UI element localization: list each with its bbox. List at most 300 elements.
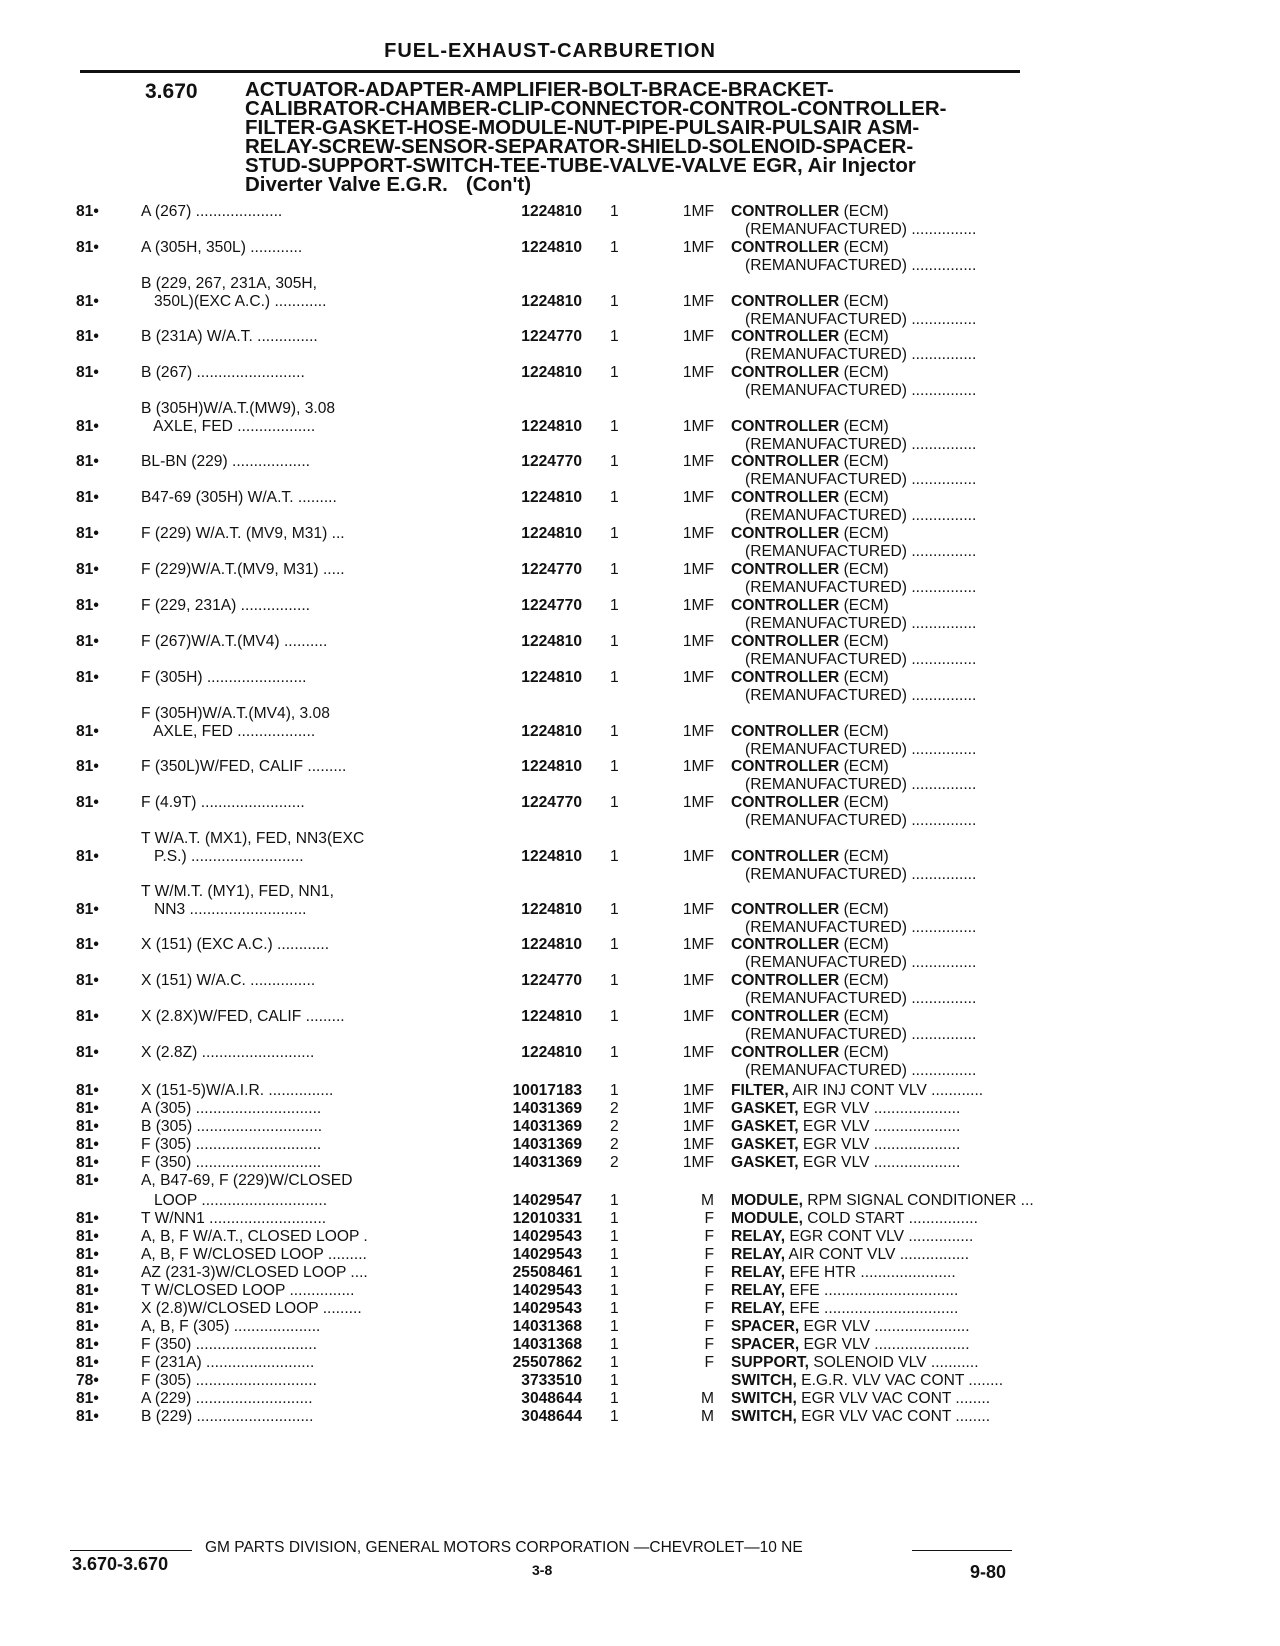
part-name-detail: EGR VLV ...................... (799, 1318, 970, 1335)
source-code: 1MF (682, 364, 714, 381)
part-name-detail: (ECM) (839, 597, 889, 614)
model-description-cont: AXLE, FED .................. (141, 418, 316, 435)
part-number: 1224810 (521, 489, 582, 506)
part-name-cont: (REMANUFACTURED) ............... (745, 1062, 977, 1079)
section-number: 3.670 (145, 80, 198, 103)
part-row (76, 1154, 1036, 1172)
part-row (76, 1246, 1036, 1264)
part-name-detail: (ECM) (839, 364, 889, 381)
source-code: 1MF (682, 1118, 714, 1135)
part-name-bold: CONTROLLER (731, 328, 840, 345)
part-number: 1224810 (521, 293, 582, 310)
model-description: T W/A.T. (MX1), FED, NN3(EXC (141, 830, 365, 847)
quantity: 2 (610, 1136, 619, 1153)
part-row (76, 669, 1036, 705)
part-number: 1224810 (521, 936, 582, 953)
part-row (76, 1228, 1036, 1246)
part-number: 1224810 (521, 1044, 582, 1061)
part-name-bold: CONTROLLER (731, 364, 840, 381)
part-name-bold: CONTROLLER (731, 794, 840, 811)
quantity: 1 (610, 1318, 619, 1335)
part-name (731, 669, 889, 687)
part-number: 25508461 (512, 1264, 582, 1281)
part-name-cont: (REMANUFACTURED) ............... (745, 471, 977, 488)
source-code: 1MF (682, 633, 714, 650)
model-description: X (2.8X)W/FED, CALIF ......... (141, 1008, 345, 1025)
model-description: B (305) ............................. (141, 1118, 323, 1135)
part-name-cont: (REMANUFACTURED) ............... (745, 311, 977, 328)
quantity: 1 (610, 633, 619, 650)
section-title-line: RELAY-SCREW-SENSOR-SEPARATOR-SHIELD-SOLENOID-SPACER- (245, 135, 914, 158)
source-code: F (704, 1246, 714, 1263)
group-code: 81• (76, 1100, 99, 1117)
part-name (731, 936, 889, 954)
part-row (76, 1390, 1036, 1408)
model-description: A (305) ............................. (141, 1100, 322, 1117)
part-name-bold: GASKET, (731, 1118, 799, 1135)
model-description: T W/M.T. (MY1), FED, NN1, (141, 883, 334, 900)
source-code: M (701, 1390, 714, 1407)
group-code: 81• (76, 1044, 99, 1061)
model-description: B (229, 267, 231A, 305H, (141, 275, 317, 292)
source-code: M (701, 1192, 714, 1209)
part-row (76, 328, 1036, 364)
part-name-detail: (ECM) (839, 525, 889, 542)
part-number: 1224810 (521, 239, 582, 256)
part-row (76, 1100, 1036, 1118)
part-name-detail: EGR VLV ...................... (799, 1336, 970, 1353)
part-name (731, 203, 889, 221)
source-code: 1MF (682, 418, 714, 435)
part-name (731, 1118, 960, 1136)
part-name (731, 1318, 970, 1336)
model-description: B (267) ......................... (141, 364, 305, 381)
source-code: 1MF (682, 1008, 714, 1025)
group-code: 81• (76, 561, 99, 578)
model-description: A, B, F W/CLOSED LOOP ......... (141, 1246, 367, 1263)
part-number: 1224770 (521, 453, 582, 470)
part-name-bold: CONTROLLER (731, 936, 840, 953)
part-name-detail: (ECM) (839, 239, 889, 256)
part-name-detail: (ECM) (839, 453, 889, 470)
part-number: 1224810 (521, 418, 582, 435)
part-name-bold: CONTROLLER (731, 758, 840, 775)
model-description: B47-69 (305H) W/A.T. ......... (141, 489, 337, 506)
page-header-title: FUEL-EXHAUST-CARBURETION (384, 40, 716, 62)
part-name-detail: (ECM) (839, 972, 889, 989)
part-number: 14031369 (512, 1136, 582, 1153)
part-number: 1224810 (521, 525, 582, 542)
part-name (731, 1228, 973, 1246)
part-row (76, 1264, 1036, 1282)
footer-page-number: 3-8 (532, 1562, 553, 1578)
quantity: 1 (610, 364, 619, 381)
part-number: 1224810 (521, 723, 582, 740)
part-number: 1224810 (521, 203, 582, 220)
section-title-line: FILTER-GASKET-HOSE-MODULE-NUT-PIPE-PULSAIR-PULSAIR ASM- (245, 116, 920, 139)
part-name-cont: (REMANUFACTURED) ............... (745, 651, 977, 668)
source-code: 1MF (682, 561, 714, 578)
quantity: 1 (610, 239, 619, 256)
part-name-bold: GASKET, (731, 1136, 799, 1153)
quantity: 1 (610, 328, 619, 345)
part-row (76, 1044, 1036, 1080)
model-description: B (229) ........................... (141, 1408, 314, 1425)
part-number: 14029543 (512, 1228, 582, 1245)
part-name-bold: SUPPORT, (731, 1354, 809, 1371)
group-code: 81• (76, 1228, 99, 1245)
part-number: 1224810 (521, 633, 582, 650)
part-name-cont: (REMANUFACTURED) ............... (745, 615, 977, 632)
quantity: 1 (610, 1372, 619, 1389)
part-row (76, 1336, 1036, 1354)
quantity: 1 (610, 1390, 619, 1407)
source-code: 1MF (682, 1136, 714, 1153)
group-code: 81• (76, 1154, 99, 1171)
part-name (731, 418, 889, 436)
quantity: 1 (610, 972, 619, 989)
part-row (76, 1082, 1036, 1100)
part-name-bold: CONTROLLER (731, 1008, 840, 1025)
part-name-bold: RELAY, (731, 1300, 786, 1317)
part-name-bold: GASKET, (731, 1154, 799, 1171)
quantity: 1 (610, 901, 619, 918)
model-description: AZ (231-3)W/CLOSED LOOP .... (141, 1264, 368, 1281)
part-number: 1224770 (521, 972, 582, 989)
part-row (76, 830, 1036, 883)
part-name (731, 1154, 960, 1172)
section-title-line (245, 173, 531, 196)
model-description: F (267)W/A.T.(MV4) .......... (141, 633, 328, 650)
model-description: A (267) .................... (141, 203, 283, 220)
part-name-cont: (REMANUFACTURED) ............... (745, 382, 977, 399)
source-code: 1MF (682, 453, 714, 470)
source-code: F (704, 1300, 714, 1317)
model-description: F (305H) ....................... (141, 669, 307, 686)
model-description: F (229)W/A.T.(MV9, M31) ..... (141, 561, 345, 578)
source-code: F (704, 1282, 714, 1299)
part-name-detail: (ECM) (839, 758, 889, 775)
part-name-detail: SOLENOID VLV ........... (808, 1354, 979, 1371)
model-description: F (350) ............................ (141, 1336, 317, 1353)
group-code: 81• (76, 418, 99, 435)
model-description: F (305H)W/A.T.(MV4), 3.08 (141, 705, 330, 722)
footer-section-ref: 3.670-3.670 (72, 1554, 169, 1574)
part-name-detail: (ECM) (839, 1044, 889, 1061)
part-name (731, 489, 889, 507)
part-name-detail: (ECM) (839, 293, 889, 310)
source-code: 1MF (682, 1082, 714, 1099)
model-description: F (229) W/A.T. (MV9, M31) ... (141, 525, 345, 542)
part-name (731, 1390, 990, 1408)
group-code: 81• (76, 1136, 99, 1153)
part-number: 14029543 (512, 1246, 582, 1263)
part-name-bold: SWITCH, (731, 1408, 797, 1425)
group-code: 81• (76, 364, 99, 381)
group-code: 81• (76, 328, 99, 345)
source-code: F (704, 1318, 714, 1335)
quantity: 1 (610, 1354, 619, 1371)
part-name (731, 453, 889, 471)
part-row (76, 1118, 1036, 1136)
group-code: 81• (76, 1082, 99, 1099)
part-row (76, 561, 1036, 597)
part-row (76, 758, 1036, 794)
part-name-cont: (REMANUFACTURED) ............... (745, 221, 977, 238)
part-number: 1224770 (521, 561, 582, 578)
part-name-cont: (REMANUFACTURED) ............... (745, 990, 977, 1007)
quantity: 1 (610, 758, 619, 775)
quantity: 1 (610, 1300, 619, 1317)
part-name (731, 758, 889, 776)
footer-date-code: 9-80 (970, 1562, 1007, 1582)
quantity: 1 (610, 293, 619, 310)
group-code: 81• (76, 293, 99, 310)
group-code: 81• (76, 453, 99, 470)
section-title-line: CALIBRATOR-CHAMBER-CLIP-CONNECTOR-CONTROL-CONTROLLER- (245, 97, 947, 120)
part-name-detail: (ECM) (839, 794, 889, 811)
source-code: 1MF (682, 936, 714, 953)
part-name-bold: CONTROLLER (731, 723, 840, 740)
quantity: 1 (610, 1336, 619, 1353)
model-description: F (231A) ......................... (141, 1354, 315, 1371)
part-name-bold: CONTROLLER (731, 901, 840, 918)
quantity: 1 (610, 1210, 619, 1227)
part-name-detail: (ECM) (839, 936, 889, 953)
part-name-detail: EFE HTR ...................... (785, 1264, 956, 1281)
part-name (731, 901, 889, 919)
group-code: 81• (76, 848, 99, 865)
source-code: 1MF (682, 972, 714, 989)
part-name (731, 1354, 979, 1372)
part-name-bold: CONTROLLER (731, 848, 840, 865)
source-code: 1MF (682, 723, 714, 740)
model-description: B (231A) W/A.T. .............. (141, 328, 318, 345)
part-row (76, 1008, 1036, 1044)
model-description: F (350) ............................. (141, 1154, 322, 1171)
model-description-cont: AXLE, FED .................. (141, 723, 316, 740)
part-number: 25507862 (512, 1354, 582, 1371)
model-description: F (229, 231A) ................ (141, 597, 310, 614)
quantity: 1 (610, 418, 619, 435)
part-name-cont: (REMANUFACTURED) ............... (745, 346, 977, 363)
source-code: F (704, 1336, 714, 1353)
quantity: 1 (610, 1264, 619, 1281)
section-title-last: Diverter Valve E.G.R. (245, 173, 448, 196)
part-number: 14029543 (512, 1300, 582, 1317)
part-name-bold: CONTROLLER (731, 561, 840, 578)
model-description: A, B, F W/A.T., CLOSED LOOP . (141, 1228, 368, 1245)
part-row (76, 936, 1036, 972)
part-name-bold: CONTROLLER (731, 597, 840, 614)
source-code: F (704, 1210, 714, 1227)
part-name-bold: CONTROLLER (731, 633, 840, 650)
part-name-bold: CONTROLLER (731, 203, 840, 220)
quantity: 2 (610, 1154, 619, 1171)
section-title (245, 80, 1035, 194)
group-code: 81• (76, 1246, 99, 1263)
part-name-detail: (ECM) (839, 848, 889, 865)
part-number: 1224810 (521, 848, 582, 865)
part-name-cont: (REMANUFACTURED) ............... (745, 687, 977, 704)
part-name-detail: EGR VLV VAC CONT ........ (796, 1408, 991, 1425)
quantity: 1 (610, 669, 619, 686)
part-name (731, 561, 889, 579)
part-name-detail: EGR CONT VLV ............... (785, 1228, 974, 1245)
part-name-bold: CONTROLLER (731, 525, 840, 542)
model-description: X (2.8)W/CLOSED LOOP ......... (141, 1300, 362, 1317)
group-code: 81• (76, 1008, 99, 1025)
part-name (731, 239, 889, 257)
quantity: 1 (610, 1408, 619, 1425)
group-code: 81• (76, 597, 99, 614)
source-code: F (704, 1228, 714, 1245)
quantity: 1 (610, 1082, 619, 1099)
part-number: 1224810 (521, 669, 582, 686)
group-code: 81• (76, 758, 99, 775)
part-row (76, 1318, 1036, 1336)
part-name (731, 794, 889, 812)
part-name-bold: RELAY, (731, 1282, 786, 1299)
quantity: 2 (610, 1118, 619, 1135)
source-code: 1MF (682, 1044, 714, 1061)
model-description: F (305) ............................. (141, 1136, 322, 1153)
part-row (76, 1408, 1036, 1426)
part-name-cont: (REMANUFACTURED) ............... (745, 579, 977, 596)
model-description: F (4.9T) ........................ (141, 794, 305, 811)
part-name (731, 1008, 889, 1026)
part-row (76, 1354, 1036, 1372)
part-name-bold: CONTROLLER (731, 1044, 840, 1061)
source-code: M (701, 1408, 714, 1425)
part-number: 14031369 (512, 1154, 582, 1171)
part-name-detail: EFE ............................... (785, 1300, 959, 1317)
group-code: 81• (76, 525, 99, 542)
part-name (731, 1282, 958, 1300)
source-code: F (704, 1264, 714, 1281)
part-name (731, 328, 889, 346)
model-description: T W/CLOSED LOOP ............... (141, 1282, 355, 1299)
part-name-cont: (REMANUFACTURED) ............... (745, 866, 977, 883)
model-description: T W/NN1 ........................... (141, 1210, 327, 1227)
part-row (76, 453, 1036, 489)
part-name (731, 1246, 969, 1264)
part-number: 3048644 (521, 1408, 582, 1425)
parts-list (76, 203, 1036, 1426)
group-code: 81• (76, 1318, 99, 1335)
part-name (731, 597, 889, 615)
part-row (76, 400, 1036, 453)
source-code: 1MF (682, 525, 714, 542)
group-code: 78• (76, 1372, 99, 1389)
footer-rule-left (70, 1550, 192, 1551)
quantity: 1 (610, 1008, 619, 1025)
part-name-bold: CONTROLLER (731, 239, 840, 256)
group-code: 81• (76, 1354, 99, 1371)
part-row (76, 794, 1036, 830)
footer-publisher: GM PARTS DIVISION, GENERAL MOTORS CORPORATION —CHEVROLET—10 NE (205, 1539, 803, 1556)
part-number: 14029547 (512, 1192, 582, 1209)
model-description: A (305H, 350L) ............ (141, 239, 303, 256)
source-code: F (704, 1354, 714, 1371)
model-description: A (229) ........................... (141, 1390, 313, 1407)
model-description: X (151) W/A.C. ............... (141, 972, 316, 989)
part-name (731, 1210, 978, 1228)
part-name-cont: (REMANUFACTURED) ............... (745, 436, 977, 453)
group-code: 81• (76, 633, 99, 650)
part-name-detail: (ECM) (839, 669, 889, 686)
quantity: 1 (610, 561, 619, 578)
part-name-bold: RELAY, (731, 1228, 786, 1245)
part-name-detail: AIR CONT VLV ................ (785, 1246, 970, 1263)
part-name-detail: EGR VLV .................... (798, 1154, 961, 1171)
part-name-detail: EFE ............................... (785, 1282, 959, 1299)
part-name (731, 1082, 983, 1100)
part-name-detail: (ECM) (839, 328, 889, 345)
part-number: 1224770 (521, 597, 582, 614)
part-name-detail: (ECM) (839, 1008, 889, 1025)
group-code: 81• (76, 1264, 99, 1281)
part-name-detail: COLD START ................ (802, 1210, 978, 1227)
part-row (76, 1136, 1036, 1154)
part-name-detail: (ECM) (839, 418, 889, 435)
part-name-bold: FILTER, (731, 1082, 789, 1099)
part-name-detail: (ECM) (839, 203, 889, 220)
part-row (76, 883, 1036, 936)
model-description: LOOP ............................. (141, 1192, 328, 1209)
model-description: B (305H)W/A.T.(MW9), 3.08 (141, 400, 336, 417)
part-number: 1224810 (521, 758, 582, 775)
part-name-bold: CONTROLLER (731, 972, 840, 989)
group-code: 81• (76, 203, 99, 220)
part-name-detail: AIR INJ CONT VLV ............ (788, 1082, 984, 1099)
part-name (731, 525, 889, 543)
group-code: 81• (76, 972, 99, 989)
part-name-detail: (ECM) (839, 561, 889, 578)
part-row (76, 1172, 1036, 1190)
source-code: 1MF (682, 848, 714, 865)
group-code: 81• (76, 901, 99, 918)
part-number: 1224810 (521, 901, 582, 918)
quantity: 1 (610, 525, 619, 542)
part-name-bold: CONTROLLER (731, 453, 840, 470)
part-name-detail: EGR VLV .................... (798, 1118, 961, 1135)
model-description-cont: NN3 ........................... (141, 901, 307, 918)
quantity: 2 (610, 1100, 619, 1117)
model-description: BL-BN (229) .................. (141, 453, 310, 470)
part-name-detail: (ECM) (839, 633, 889, 650)
quantity: 1 (610, 597, 619, 614)
part-name-detail: (ECM) (839, 901, 889, 918)
part-row (76, 597, 1036, 633)
quantity: 1 (610, 453, 619, 470)
part-row (76, 203, 1036, 239)
quantity: 1 (610, 848, 619, 865)
part-number: 14031369 (512, 1118, 582, 1135)
model-description: F (350L)W/FED, CALIF ......... (141, 758, 347, 775)
source-code: 1MF (682, 794, 714, 811)
model-description-cont: 350L)(EXC A.C.) ............ (141, 293, 327, 310)
part-name-cont: (REMANUFACTURED) ............... (745, 1026, 977, 1043)
part-name-bold: CONTROLLER (731, 489, 840, 506)
footer-rule-right (912, 1550, 1012, 1551)
part-row (76, 525, 1036, 561)
part-name-bold: CONTROLLER (731, 418, 840, 435)
quantity: 1 (610, 1044, 619, 1061)
part-name-cont: (REMANUFACTURED) ............... (745, 919, 977, 936)
part-number: 1224810 (521, 364, 582, 381)
part-name-detail: (ECM) (839, 723, 889, 740)
